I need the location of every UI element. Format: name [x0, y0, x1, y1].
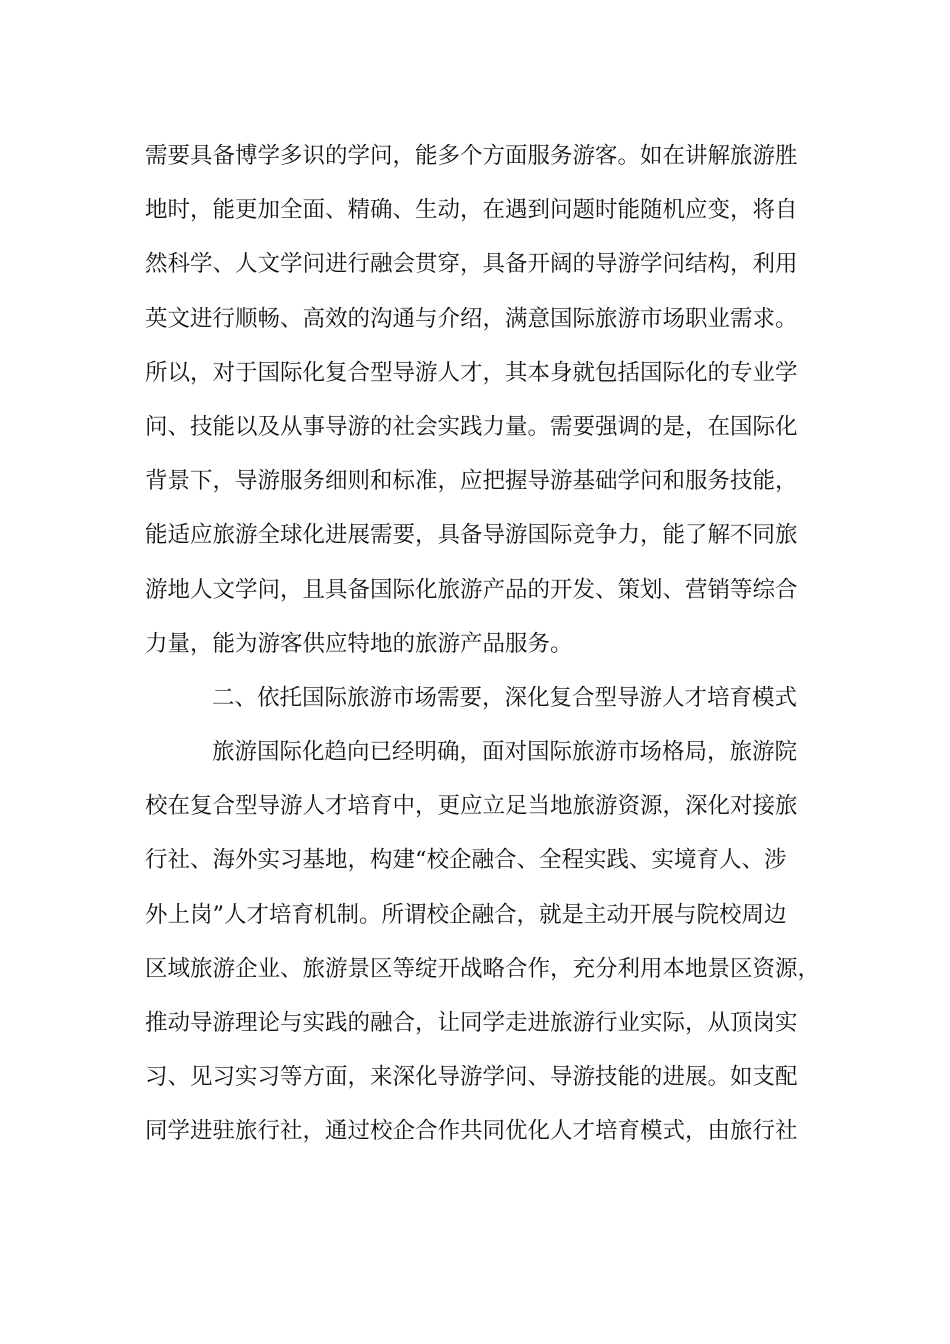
body-text — [145, 129, 825, 1159]
text-line: 然科学、人文学问进行融会贯穿，具备开阔的导游学问结构，利用 — [145, 251, 798, 278]
section-heading: 二、依托国际旅游市场需要，深化复合型导游人才培育模式 — [212, 684, 798, 711]
paragraph-first-line: 旅游国际化趋向已经明确，面对国际旅游市场格局，旅游院 — [212, 739, 798, 766]
text-line: 需要具备博学多识的学问，能多个方面服务游客。如在讲解旅游胜 — [145, 143, 798, 169]
text-line: 同学进驻旅行社，通过校企合作共同优化人才培育模式，由旅行社 — [145, 1118, 798, 1145]
text-line: 地时，能更加全面、精确、生动，在遇到问题时能随机应变，将自 — [145, 197, 798, 224]
text-line: 游地人文学问，且具备国际化旅游产品的开发、策划、营销等综合 — [145, 576, 798, 603]
text-line: 能适应旅游全球化进展需要，具备导游国际竞争力，能了解不同旅 — [145, 522, 798, 549]
text-line: 所以，对于国际化复合型导游人才，其本身就包括国际化的专业学 — [145, 359, 798, 386]
text-line: 背景下，导游服务细则和标准，应把握导游基础学问和服务技能， — [145, 468, 798, 495]
text-line: 外上岗”人才培育机制。所谓校企融合，就是主动开展与院校周边 — [145, 901, 787, 928]
text-line: 区域旅游企业、旅游景区等绽开战略合作，充分利用本地景区资源， — [145, 955, 821, 982]
text-line: 行社、海外实习基地，构建“校企融合、全程实践、实境育人、涉 — [145, 847, 787, 874]
text-line: 校在复合型导游人才培育中，更应立足当地旅游资源，深化对接旅 — [145, 793, 798, 820]
text-line: 英文进行顺畅、高效的沟通与介绍，满意国际旅游市场职业需求。 — [145, 305, 798, 332]
text-line: 问、技能以及从事导游的社会实践力量。需要强调的是，在国际化 — [145, 413, 798, 440]
text-line: 推动导游理论与实践的融合，让同学走进旅游行业实际，从顶岗实 — [145, 1010, 798, 1036]
text-line: 力量，能为游客供应特地的旅游产品服务。 — [145, 630, 573, 657]
text-line: 习、见习实习等方面，来深化导游学问、导游技能的进展。如支配 — [145, 1064, 798, 1091]
